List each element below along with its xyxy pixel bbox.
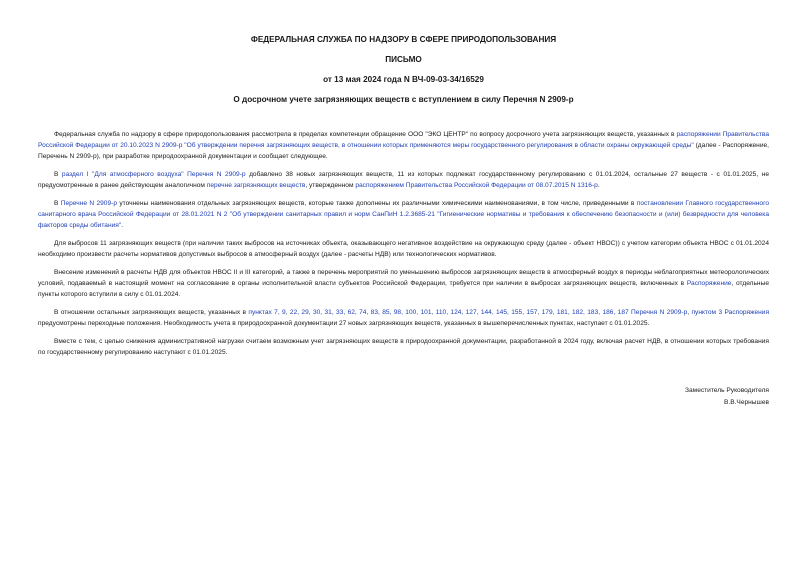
paragraph-text: предусмотрены переходные положения. Необходимость учета в природоохранной документации 27 новых загрязняющих веществ, указанных в вышеперечисленных пунктах, наступает с 01.01.2025.: [38, 320, 650, 327]
body-paragraph: [38, 267, 769, 300]
paragraph-text: Вместе с тем, с целью снижения административной нагрузки считаем возможным учет загрязняющих веществ в природоохранной документации, разработанной в 2024 году, включая расчет НДВ, в отношении которых требования по государственному регулированию наступают с 01.01.2025.: [38, 338, 769, 356]
document-subject: О досрочном учете загрязняющих веществ с вступлением в силу Перечня N 2909-р: [233, 95, 574, 104]
body-paragraph: [38, 307, 769, 329]
paragraph-text: (далее - Распоряжение, Перечень N 2909-р), при разработке природоохранной документации и сообщает следующее.: [38, 142, 769, 160]
paragraph-text: .: [121, 222, 124, 229]
agency-name: ФЕДЕРАЛЬНАЯ СЛУЖБА ПО НАДЗОРУ В СФЕРЕ ПРИРОДОПОЛЬЗОВАНИЯ: [250, 35, 557, 44]
signatory-name: В.В.Чернышев: [723, 399, 769, 406]
paragraph-text: В отношении остальных загрязняющих веществ, указанных в: [54, 309, 249, 316]
paragraph-text: Внесение изменений в расчеты НДВ для объектов НВОС II и III категорий, а также в перечень мероприятий по уменьшению выбросов загрязняющих веществ в атмосферный воздух в периоды неблагоприятных метеорологических условий, подаваемый в настоящий момент на согласование в органы исполнительной власти субъектов Российской Федерации, требуется при наличии в выбросах загрязняющих веществ, включенных в: [38, 269, 769, 287]
body-paragraph: [38, 336, 769, 358]
paragraph-text: .: [597, 182, 600, 189]
document-reference-link[interactable]: пунктах 7, 9, 22, 29, 30, 31, 33, 62, 74, 83, 85, 98, 100, 101, 110, 124, 127, 144, 145, 155, 157, 179, 181, 182, 183, 186, 187 Перечня N 2909-р: [248, 309, 688, 316]
paragraph-text: ,: [687, 309, 692, 316]
document-body: [38, 129, 769, 358]
document-reference-link[interactable]: перечне загрязняющих веществ: [206, 182, 306, 189]
document-type: ПИСЬМО: [385, 55, 422, 64]
document-reference-link[interactable]: распоряжении Правительства Российской Федерации от 20.10.2023 N 2909-р "Об утверждении перечня загрязняющих веществ, в отношении которых применяются меры государственного регулирования в области охраны окружающей среды": [38, 131, 769, 149]
paragraph-text: Федеральная служба по надзору в сфере природопользования рассмотрела в пределах компетенции обращение ООО "ЭКО ЦЕНТР" по вопросу досрочного учета загрязняющих веществ, указанных в: [54, 131, 677, 138]
document-reference-link[interactable]: пунктом 3 Распоряжения: [691, 309, 770, 316]
document-reference-link[interactable]: раздел I "Для атмосферного воздуха" Перечня N 2909-р: [61, 171, 246, 178]
signature-block: [685, 385, 769, 409]
paragraph-text: Для выбросов 11 загрязняющих веществ (при наличии таких выбросов на источниках объекта, оказывающего негативное воздействие на окружающую среду (далее - объект НВОС)) с учетом категории объекта НВОС с 01.01.2024 необходимо произвести расчеты нормативов допустимых выбросов в атмосферный воздух (далее - расчеты НДВ) или технологических нормативов.: [38, 240, 769, 258]
body-paragraph: [38, 238, 769, 260]
body-paragraph: [38, 169, 769, 191]
paragraph-text: , отдельные пункты которого вступили в силу с 01.01.2024.: [38, 280, 769, 298]
paragraph-text: В: [54, 171, 62, 178]
body-paragraph: [38, 129, 769, 162]
paragraph-text: добавлено 38 новых загрязняющих веществ, 11 из которых подлежат государственному регулированию с 01.01.2024, остальные 27 веществ - с 01.01.2025, не предусмотренные в ранее действующем аналогичном: [38, 171, 769, 189]
paragraph-text: В: [54, 200, 61, 207]
signatory-position: Заместитель Руководителя: [685, 387, 769, 394]
document-date-number: от 13 мая 2024 года N ВЧ-09-03-34/16529: [323, 75, 484, 84]
document-reference-link[interactable]: Распоряжение: [686, 280, 732, 287]
document-reference-link[interactable]: распоряжением Правительства Российской Федерации от 08.07.2015 N 1316-р: [355, 182, 598, 189]
document-reference-link[interactable]: постановлении Главного государственного санитарного врача Российской Федерации от 28.01.2021 N 2 "Об утверждении санитарных правил и норм СанПиН 1.2.3685-21 "Гигиенические нормативы и требования к обеспечению безопасности и (или) безвредности для человека факторов среды обитания": [38, 200, 769, 229]
document-reference-link[interactable]: Перечне N 2909-р: [60, 200, 117, 207]
paragraph-text: , утвержденном: [305, 182, 356, 189]
body-paragraph: [38, 198, 769, 231]
paragraph-text: уточнены наименования отдельных загрязняющих веществ, которые также дополнены их различными химическими наименованиями, в том числе, приведенными в: [117, 200, 637, 207]
